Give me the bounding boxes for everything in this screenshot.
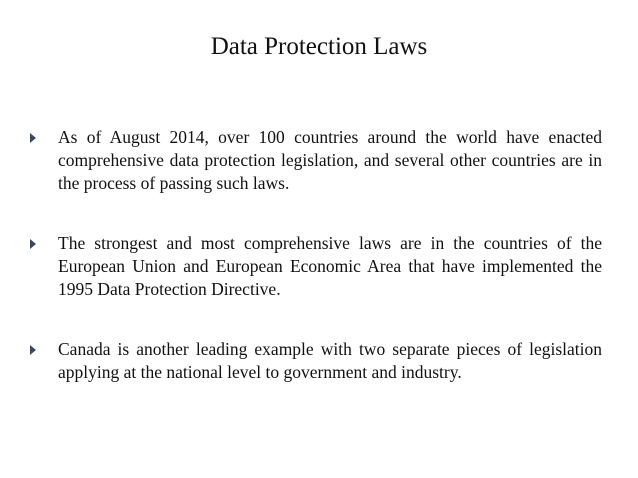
triangle-bullet-icon	[30, 239, 36, 249]
bullet-text: As of August 2014, over 100 countries around the world have enacted comprehensive data protection legislation, and several other countries are in the process of passing such laws.	[58, 127, 602, 193]
slide-title: Data Protection Laws	[210, 33, 428, 60]
triangle-bullet-icon	[30, 345, 36, 355]
bullet-item	[30, 126, 602, 195]
bullet-text: Canada is another leading example with two separate pieces of legislation applying at the national level to government and industry.	[58, 339, 602, 382]
triangle-bullet-icon	[30, 133, 36, 143]
bullet-list	[30, 126, 602, 421]
bullet-text: The strongest and most comprehensive laws are in the countries of the European Union and European Economic Area that have implemented the 1995 Data Protection Directive.	[58, 233, 602, 299]
bullet-item	[30, 232, 602, 301]
bullet-item	[30, 338, 602, 384]
